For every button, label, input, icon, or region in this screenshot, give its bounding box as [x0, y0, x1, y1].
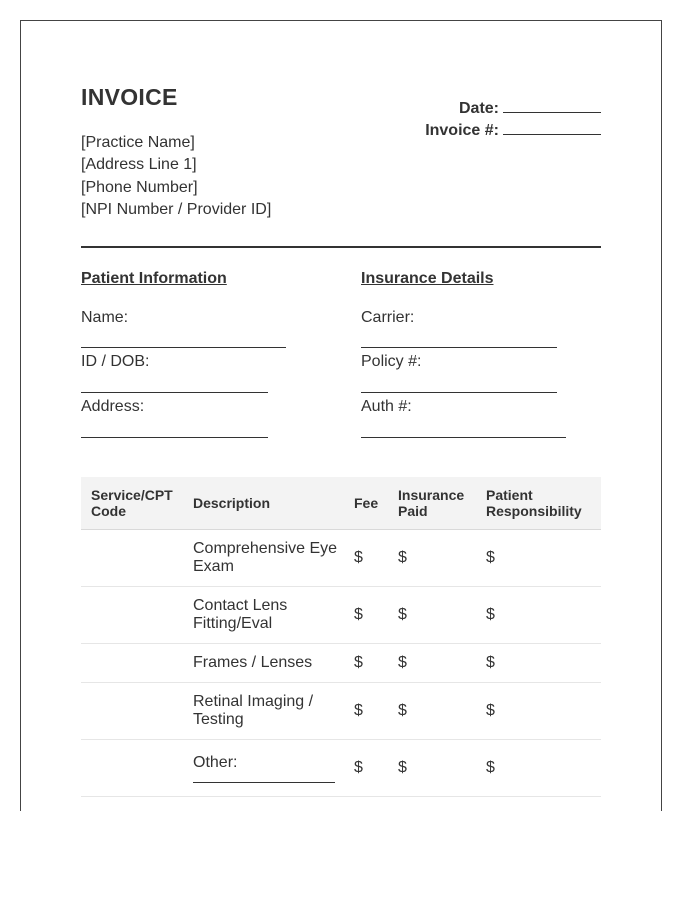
service-code-cell[interactable]	[81, 530, 189, 587]
practice-info	[81, 132, 271, 221]
other-label: Other:	[193, 753, 238, 771]
table-row	[81, 644, 601, 683]
table-header-row	[81, 477, 601, 530]
invoice-number-label: Invoice #:	[425, 122, 499, 139]
patient-info-heading: Patient Information	[81, 270, 227, 287]
insurance-auth-line[interactable]	[361, 437, 566, 438]
services-table	[81, 477, 601, 797]
header-insurance-paid: Insurance Paid	[398, 477, 486, 530]
description-cell: Frames / Lenses	[189, 644, 354, 683]
invoice-meta	[425, 98, 601, 142]
patient-responsibility-cell[interactable]: $	[486, 530, 601, 587]
practice-npi: [NPI Number / Provider ID]	[81, 200, 272, 218]
patient-responsibility-cell[interactable]: $	[486, 683, 601, 740]
patient-name-line[interactable]	[81, 347, 286, 348]
patient-address-line[interactable]	[81, 437, 268, 438]
patient-id-dob-line[interactable]	[81, 392, 268, 393]
description-cell: Retinal Imaging / Testing	[189, 683, 354, 740]
invoice-number-blank-line[interactable]	[503, 120, 601, 135]
patient-responsibility-cell[interactable]: $	[486, 740, 601, 797]
fee-cell[interactable]: $	[354, 587, 398, 644]
patient-id-dob-label: ID / DOB:	[81, 353, 150, 370]
description-cell: Contact Lens Fitting/Eval	[189, 587, 354, 644]
service-code-cell[interactable]	[81, 683, 189, 740]
header-patient-responsibility: Patient Responsibility	[486, 477, 601, 530]
insurance-paid-cell[interactable]: $	[398, 530, 486, 587]
date-label: Date:	[458, 100, 499, 117]
description-cell: Comprehensive Eye Exam	[189, 530, 354, 587]
fee-cell[interactable]: $	[354, 683, 398, 740]
patient-responsibility-cell[interactable]: $	[486, 644, 601, 683]
patient-responsibility-cell[interactable]: $	[486, 587, 601, 644]
invoice-number-row	[425, 120, 601, 142]
insurance-auth-label: Auth #:	[361, 398, 412, 415]
practice-address: [Address Line 1]	[81, 156, 197, 174]
date-row	[425, 98, 601, 120]
insurance-paid-cell[interactable]: $	[398, 644, 486, 683]
patient-address-label: Address:	[81, 398, 145, 415]
header-divider	[81, 246, 601, 248]
date-blank-line[interactable]	[503, 98, 601, 113]
service-code-cell[interactable]	[81, 740, 189, 797]
insurance-details-heading: Insurance Details	[361, 270, 494, 287]
fee-cell[interactable]: $	[354, 740, 398, 797]
table-row	[81, 683, 601, 740]
patient-name-label: Name:	[81, 309, 129, 326]
fee-cell[interactable]: $	[354, 530, 398, 587]
insurance-policy-line[interactable]	[361, 392, 557, 393]
header-fee: Fee	[354, 477, 398, 530]
insurance-carrier-label: Carrier:	[361, 309, 415, 326]
service-code-cell[interactable]	[81, 587, 189, 644]
insurance-paid-cell[interactable]: $	[398, 740, 486, 797]
header-service-code: Service/CPT Code	[81, 477, 189, 530]
insurance-paid-cell[interactable]: $	[398, 683, 486, 740]
service-code-cell[interactable]	[81, 644, 189, 683]
header-description: Description	[189, 477, 354, 530]
insurance-carrier-line[interactable]	[361, 347, 557, 348]
practice-name: [Practice Name]	[81, 134, 195, 151]
table-row	[81, 530, 601, 587]
insurance-policy-label: Policy #:	[361, 353, 422, 370]
insurance-paid-cell[interactable]: $	[398, 587, 486, 644]
invoice-title: INVOICE	[81, 84, 178, 110]
invoice-sheet	[20, 20, 662, 811]
table-row	[81, 587, 601, 644]
table-row	[81, 740, 601, 797]
description-cell	[189, 740, 354, 797]
practice-phone: [Phone Number]	[81, 178, 198, 196]
other-blank-line[interactable]	[193, 782, 335, 783]
fee-cell[interactable]: $	[354, 644, 398, 683]
